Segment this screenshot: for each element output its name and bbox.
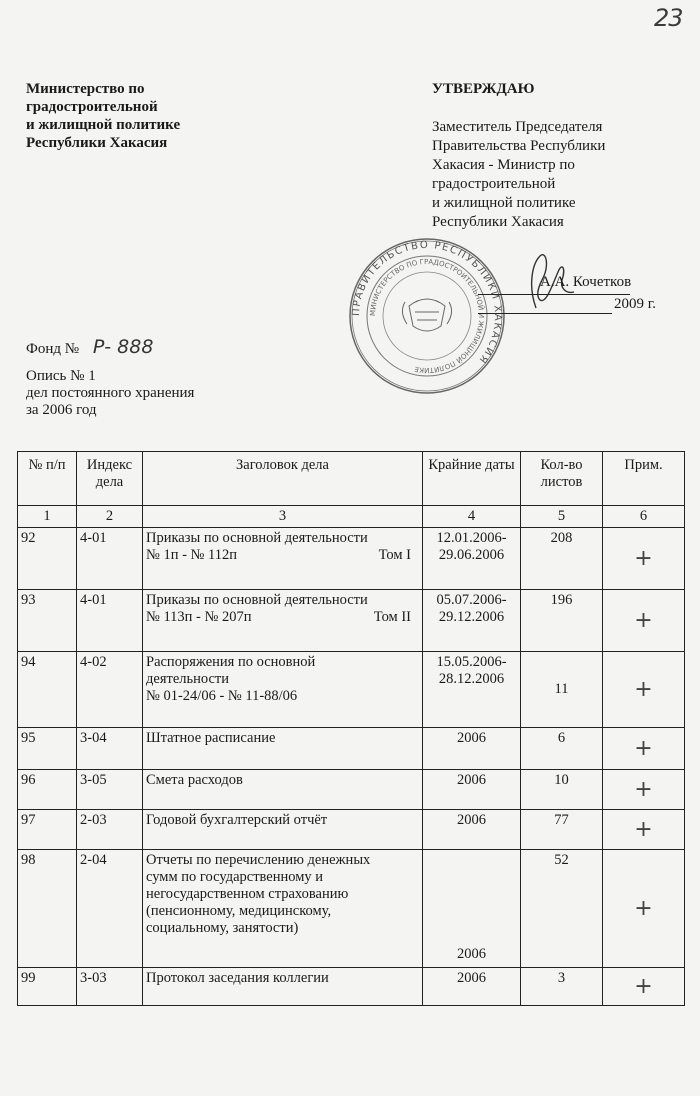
column-number: 3 xyxy=(143,506,423,528)
fond-label: Фонд № xyxy=(26,341,80,357)
table-row xyxy=(18,968,685,1006)
row-dates: 2006 xyxy=(423,770,521,810)
row-dates xyxy=(423,528,521,590)
approval-line: Заместитель Председателя xyxy=(432,119,603,135)
date-line: 15.05.2006- xyxy=(436,654,507,670)
inventory-description xyxy=(26,368,194,419)
row-title: Смета расходов xyxy=(143,770,423,810)
row-dates: 2006 xyxy=(423,810,521,850)
date-line: 29.12.2006 xyxy=(438,609,505,625)
signer-name: А.А. Кочетков xyxy=(540,274,632,290)
column-number: 4 xyxy=(423,506,521,528)
row-index: 3-05 xyxy=(77,770,143,810)
stamp-outer-text: ПРАВИТЕЛЬСТВО РЕСПУБЛИКИ ХАКАСИЯ xyxy=(350,239,504,366)
approval-line: Республики Хакасия xyxy=(432,214,564,230)
row-note: + xyxy=(603,810,685,850)
row-sheets: 11 xyxy=(521,652,603,728)
approval-line: и жилищной политике xyxy=(432,195,576,211)
opis-line: Опись № 1 xyxy=(26,368,96,384)
row-note: + xyxy=(603,528,685,590)
opis-line: дел постоянного хранения xyxy=(26,385,195,401)
row-number: 93 xyxy=(18,590,77,652)
row-number: 96 xyxy=(18,770,77,810)
stamp-inner-text: МИНИСТЕРСТВО ПО ГРАДОСТРОИТЕЛЬНОЙ И ЖИЛИЩНОЙ ПОЛИТИКЕ xyxy=(368,257,486,375)
table-header-row xyxy=(18,452,685,506)
approval-block xyxy=(432,80,682,232)
table-row xyxy=(18,528,685,590)
row-title: Штатное расписание xyxy=(143,728,423,770)
fond-value: Р- 888 xyxy=(92,336,154,358)
fond-number xyxy=(26,336,153,358)
header-index: Индекс дела xyxy=(77,452,143,506)
row-number: 92 xyxy=(18,528,77,590)
row-number: 98 xyxy=(18,850,77,968)
row-index: 4-01 xyxy=(77,590,143,652)
title-line: Отчеты по перечислению денежных xyxy=(146,852,371,868)
ministry-line: градостроительной xyxy=(26,99,158,115)
row-note: + xyxy=(603,590,685,652)
row-title xyxy=(143,652,423,728)
column-number: 1 xyxy=(18,506,77,528)
official-stamp xyxy=(347,236,507,396)
emblem-icon xyxy=(402,299,451,331)
header-note: Прим. xyxy=(603,452,685,506)
svg-text:МИНИСТЕРСТВО ПО ГРАДОСТРОИТЕЛЬ xyxy=(369,258,486,374)
title-line: Приказы по основной деятельности xyxy=(146,530,368,546)
row-index: 2-04 xyxy=(77,850,143,968)
row-index: 2-03 xyxy=(77,810,143,850)
title-line: (пенсионному, медицинскому, xyxy=(146,903,332,919)
inventory-table xyxy=(17,451,685,1006)
date-line xyxy=(478,313,612,314)
row-title: Годовой бухгалтерский отчёт xyxy=(143,810,423,850)
row-number: 95 xyxy=(18,728,77,770)
row-sheets: 10 xyxy=(521,770,603,810)
table-row xyxy=(18,590,685,652)
row-title: Протокол заседания коллегии xyxy=(143,968,423,1006)
row-sheets: 3 xyxy=(521,968,603,1006)
header-title: Заголовок дела xyxy=(143,452,423,506)
row-volume: Том II xyxy=(373,609,411,625)
title-line: сумм по государственному и xyxy=(146,869,324,885)
table-row xyxy=(18,810,685,850)
row-note: + xyxy=(603,968,685,1006)
title-line: негосударственном страхованию xyxy=(146,886,349,902)
date-line: 12.01.2006- xyxy=(436,530,507,546)
column-number: 5 xyxy=(521,506,603,528)
ministry-line: Министерство по xyxy=(26,81,145,97)
row-sheets: 52 xyxy=(521,850,603,968)
table-row xyxy=(18,770,685,810)
row-index: 4-01 xyxy=(77,528,143,590)
row-sheets: 208 xyxy=(521,528,603,590)
row-dates: 2006 xyxy=(423,968,521,1006)
date-line: 29.06.2006 xyxy=(438,547,505,563)
row-dates xyxy=(423,590,521,652)
title-line: деятельности xyxy=(146,671,230,687)
title-line: Распоряжения по основной xyxy=(146,654,316,670)
header-dates: Крайние даты xyxy=(423,452,521,506)
approval-year: 2009 г. xyxy=(614,296,656,312)
row-sheets: 77 xyxy=(521,810,603,850)
opis-line: за 2006 год xyxy=(26,402,97,418)
column-number-row xyxy=(18,506,685,528)
title-line: № 1п - № 112п xyxy=(146,547,237,563)
row-index: 4-02 xyxy=(77,652,143,728)
ministry-header xyxy=(26,80,326,152)
column-number: 6 xyxy=(603,506,685,528)
table-row xyxy=(18,850,685,968)
row-title xyxy=(143,528,423,590)
row-title xyxy=(143,590,423,652)
row-note: + xyxy=(603,652,685,728)
row-index: 3-04 xyxy=(77,728,143,770)
table-row xyxy=(18,728,685,770)
row-dates xyxy=(423,652,521,728)
header-sheets: Кол-во листов xyxy=(521,452,603,506)
row-number: 94 xyxy=(18,652,77,728)
ministry-line: Республики Хакасия xyxy=(26,135,168,151)
title-line: Приказы по основной деятельности xyxy=(146,592,368,608)
table-row xyxy=(18,652,685,728)
date-line: 28.12.2006 xyxy=(438,671,505,687)
ministry-line: и жилищной политике xyxy=(26,117,181,133)
title-line: № 01-24/06 - № 11-88/06 xyxy=(146,688,298,704)
row-index: 3-03 xyxy=(77,968,143,1006)
row-volume: Том I xyxy=(378,547,411,563)
title-line: № 113п - № 207п xyxy=(146,609,252,625)
row-title xyxy=(143,850,423,968)
title-line: социальному, занятости) xyxy=(146,920,299,936)
approval-line: Хакасия - Министр по xyxy=(432,157,575,173)
column-number: 2 xyxy=(77,506,143,528)
row-sheets: 6 xyxy=(521,728,603,770)
row-number: 97 xyxy=(18,810,77,850)
row-dates: 2006 xyxy=(423,728,521,770)
row-note: + xyxy=(603,728,685,770)
row-note: + xyxy=(603,850,685,968)
approval-title: УТВЕРЖДАЮ xyxy=(432,81,535,97)
signature-line xyxy=(478,294,630,295)
header-number: № п/п xyxy=(18,452,77,506)
row-dates: 2006 xyxy=(423,850,521,968)
row-note: + xyxy=(603,770,685,810)
row-sheets: 196 xyxy=(521,590,603,652)
approval-line: Правительства Республики xyxy=(432,138,606,154)
page-number: 23 xyxy=(654,4,683,32)
approval-line: градостроительной xyxy=(432,176,556,192)
row-number: 99 xyxy=(18,968,77,1006)
date-line: 05.07.2006- xyxy=(436,592,507,608)
